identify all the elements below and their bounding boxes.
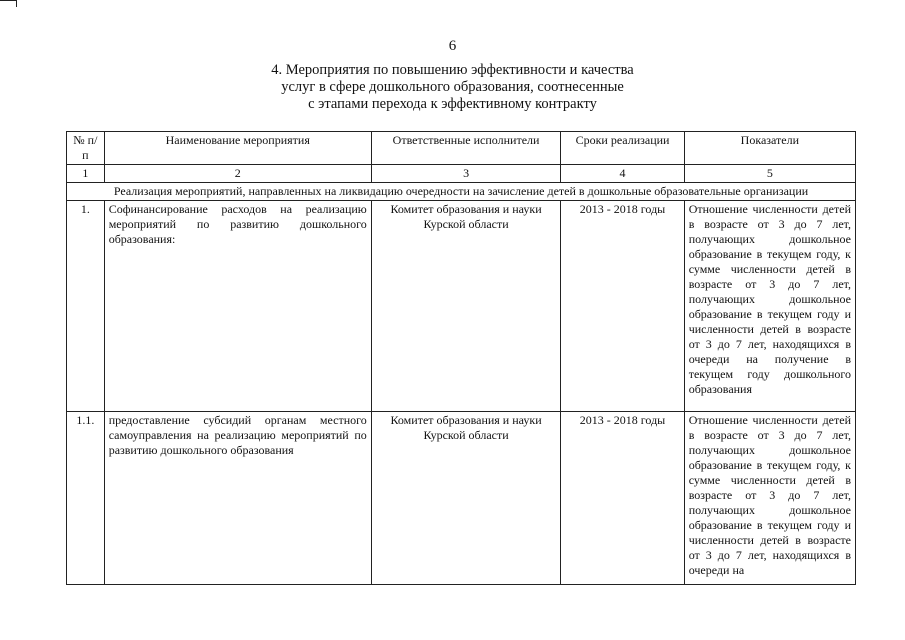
section-heading: Реализация мероприятий, направленных на ликвидацию очередности на зачисление детей в дошкольные образовательные организации: [67, 183, 856, 201]
page-number: 6: [448, 38, 457, 54]
column-number: 3: [371, 165, 561, 183]
table-row: [67, 201, 856, 412]
column-number: 1: [67, 165, 105, 183]
header-indicators: Показатели: [684, 132, 855, 165]
column-number: 5: [684, 165, 855, 183]
table-header-row: [67, 132, 856, 165]
measures-table: [66, 131, 856, 585]
column-number-row: [67, 165, 856, 183]
page-edge-mark: [0, 0, 17, 7]
row-name: Софинансирование расходов на реализацию мероприятий по развитию дошкольного образования:: [104, 201, 371, 412]
row-num: 1.1.: [67, 412, 105, 585]
column-number: 2: [104, 165, 371, 183]
row-name: предоставление субсидий органам местного самоуправления на реализацию мероприятий по развитию дошкольного образования: [104, 412, 371, 585]
header-num: № п/п: [67, 132, 105, 165]
header-executors: Ответственные исполнители: [371, 132, 561, 165]
section-row: [67, 183, 856, 201]
row-indicators: Отношение численности детей в возрасте от 3 до 7 лет, получающих дошкольное образование в текущем году, к сумме численности детей в возрасте от 3 до 7 лет, получающих дошкольное образование в текущем году и численности детей в возрасте от 3 до 7 лет, находящихся в очереди на: [684, 412, 855, 585]
title-line-2: услуг в сфере дошкольного образования, соотнесенные: [281, 79, 624, 95]
row-terms: 2013 - 2018 годы: [561, 201, 684, 412]
row-num: 1.: [67, 201, 105, 412]
row-terms: 2013 - 2018 годы: [561, 412, 684, 585]
table-row: [67, 412, 856, 585]
title-line-1: 4. Мероприятия по повышению эффективности и качества: [271, 62, 634, 78]
row-executors: Комитет образования и науки Курской области: [371, 412, 561, 585]
row-executors: Комитет образования и науки Курской области: [371, 201, 561, 412]
header-name: Наименование мероприятия: [104, 132, 371, 165]
title-line-3: с этапами перехода к эффективному контракту: [308, 96, 597, 112]
column-number: 4: [561, 165, 684, 183]
row-indicators: Отношение численности детей в возрасте от 3 до 7 лет, получающих дошкольное образование в текущем году, к сумме численности детей в возрасте от 3 до 7 лет, получающих дошкольное образование в текущем году и численности детей в возрасте от 3 до 7 лет, находящихся в очереди на получение в текущем году дошкольного образования: [684, 201, 855, 412]
section-title: [200, 62, 705, 113]
header-terms: Сроки реализации: [561, 132, 684, 165]
